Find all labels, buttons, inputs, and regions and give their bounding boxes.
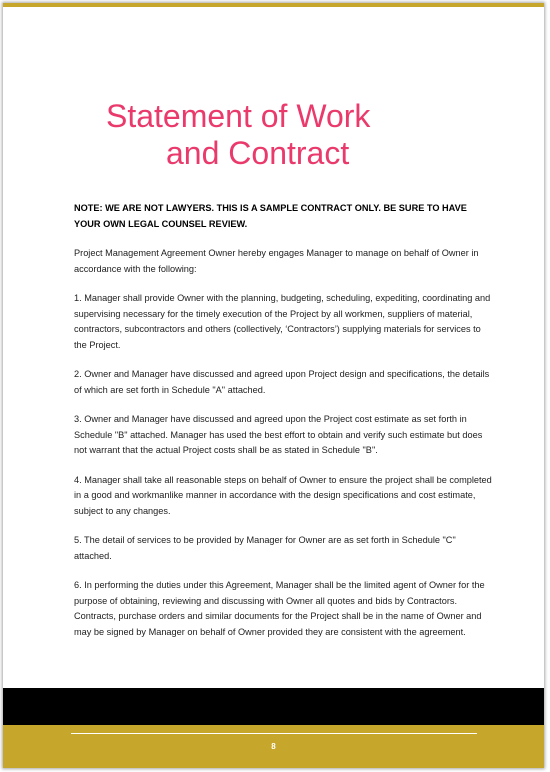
title-line-1: Statement of Work	[106, 98, 371, 134]
intro-paragraph: Project Management Agreement Owner hereby engages Manager to manage on behalf of Owner in accordance with the following:	[74, 248, 479, 274]
clause-2: 2. Owner and Manager have discussed and agreed upon Project design and specifications, the details of which are set forth in Schedule "A" attached.	[74, 369, 490, 395]
footer-divider	[71, 733, 477, 734]
contract-body	[74, 201, 492, 654]
top-accent-bar	[3, 3, 544, 7]
clause-6: 6. In performing the duties under this Agreement, Manager shall be the limited agent of Owner for the purpose of obtaining, reviewing and discussing with Owner all quotes and bids by Contractors. Contracts, purchase orders and similar documents for the Project shall be in the name of Owner and may be signed by Manager on behalf of Owner provided they are consistent with the agreement.	[74, 580, 485, 637]
document-page	[3, 3, 544, 768]
clause-1: 1. Manager shall provide Owner with the planning, budgeting, scheduling, expediting, coordinating and supervising necessary for the timely execution of the Project by all workmen, suppliers of material, contractors, subcontractors and others (collectively, ‘Contractors’) supplying materials for services to the Project.	[74, 293, 491, 350]
legal-note: NOTE: WE ARE NOT LAWYERS. THIS IS A SAMPLE CONTRACT ONLY. BE SURE TO HAVE YOUR OWN LEGAL COUNSEL REVIEW.	[74, 203, 467, 229]
page-number: 8	[271, 742, 276, 751]
footer-gold-band	[3, 725, 544, 768]
clause-4: 4. Manager shall take all reasonable steps on behalf of Owner to ensure the project shall be completed in a good and workmanlike manner in accordance with the design specifications and cost estimate, subject to any changes.	[74, 474, 492, 516]
clause-3: 3. Owner and Manager have discussed and agreed upon the Project cost estimate as set forth in Schedule "B" attached. Manager has used the best effort to obtain and verify such estimate but does not warrant that the actual Project costs shall be as stated in Schedule "B".	[74, 414, 483, 455]
title-line-2: and Contract	[166, 135, 350, 171]
clause-5: 5. The detail of services to be provided by Manager for Owner are as set forth in Schedule "C" attached.	[74, 535, 456, 561]
footer-black-band	[3, 688, 544, 725]
